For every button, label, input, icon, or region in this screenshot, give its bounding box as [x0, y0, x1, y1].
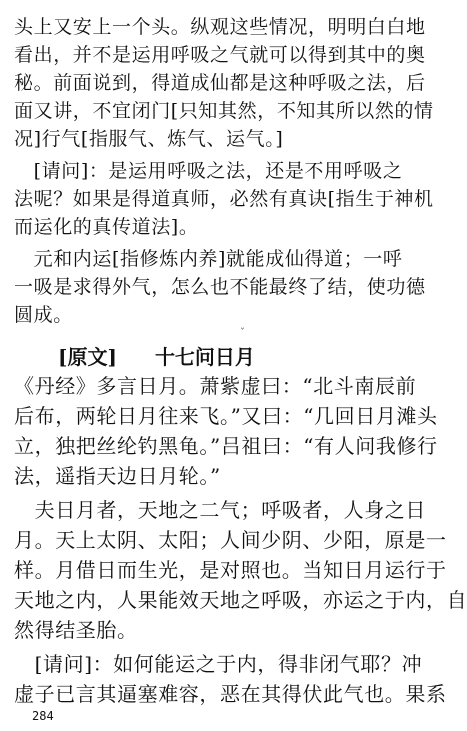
text-line: 一吸是求得外气，怎么也不能最终了结，使功德	[14, 276, 426, 298]
text-line: [请问]：是运用呼吸之法，还是不用呼吸之	[14, 160, 403, 182]
text-line: 元和内运[指修炼内养]就能成仙得道；一呼	[14, 248, 403, 270]
text-line: 夫日月者，天地之二气；呼吸者，人身之日	[14, 498, 426, 522]
text-line: 头上又安上一个头。纵观这些情况，明明白白地	[14, 16, 426, 38]
text-line: 法呢？如果是得道真师，必然有真诀[指生于神机	[14, 188, 434, 210]
text-line: 立，独把丝纶钓黑龟。”吕祖曰：“有人问我修行	[14, 434, 438, 458]
text-line: 面又讲，不宜闭门[只知其然，不知其所以然的情	[14, 100, 434, 122]
text-line: 秘。前面说到，得道成仙都是这种呼吸之法，后	[14, 72, 426, 94]
text-line: 《丹经》多言日月。萧紫虚曰：“北斗南辰前	[14, 374, 417, 398]
text-line: 法，遥指天边日月轮。”	[14, 464, 221, 488]
text-line: 然得结圣胎。	[14, 618, 138, 642]
text-line: 样。月借日而生光，是对照也。当知日月运行于	[14, 558, 447, 582]
text-line: 看出，并不是运用呼吸之气就可以得到其中的奥	[14, 44, 426, 66]
text-line: 而运化的真传道法]。	[14, 216, 199, 238]
heading-label: [原文]	[58, 345, 117, 369]
text-line: 虚子已言其逼塞难容，恶在其得伏此气也。果系	[14, 682, 447, 706]
heading-title: 十七问日月	[154, 345, 255, 369]
text-line: 天地之内，人果能效天地之呼吸，亦运之于内，自	[14, 588, 467, 612]
section-heading	[58, 341, 255, 370]
text-line: 后布，两轮日月往来飞。”又曰：“几回日月滩头	[14, 404, 438, 428]
text-line: [请问]：如何能运之于内，得非闭气耶？冲	[14, 652, 423, 676]
text-line: 圆成。	[14, 304, 73, 326]
page-number: 284	[32, 709, 54, 723]
text-line: 月。天上太阴、太阳；人间少阴、少阳，原是一	[14, 528, 447, 552]
scan-speck: ˇ	[240, 328, 245, 339]
text-line: 况]行气[指服气、炼气、运气。]	[14, 128, 284, 150]
